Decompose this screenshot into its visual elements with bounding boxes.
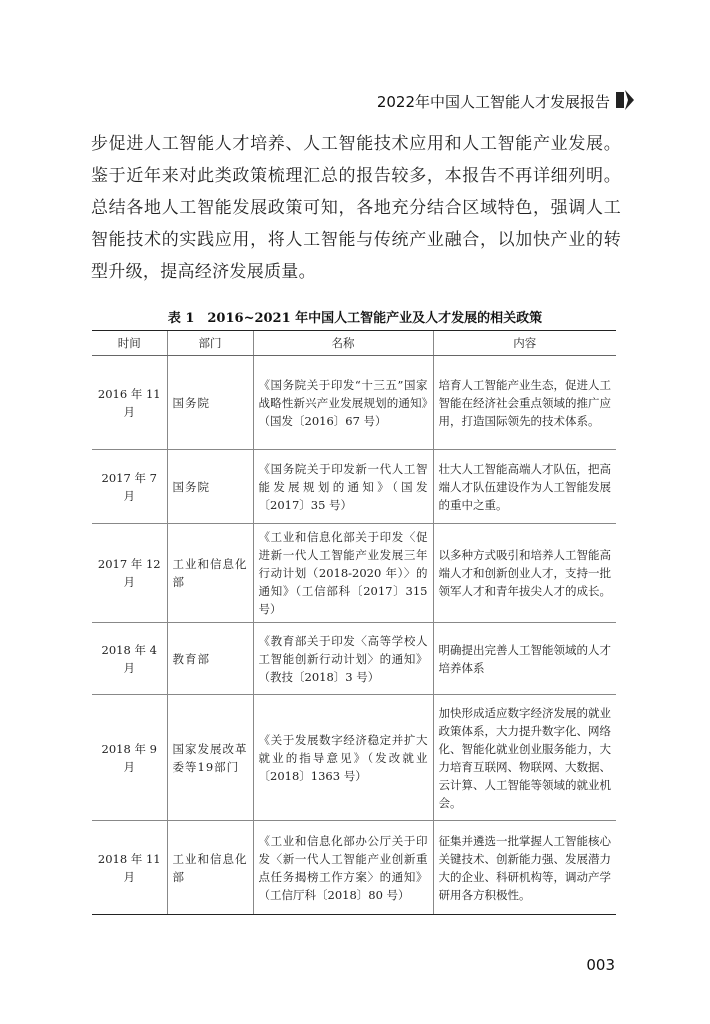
header-time: 时间 [92,331,167,356]
cell-dept: 教育部 [167,623,253,695]
bookmark-logo-icon [614,88,636,112]
cell-name: 《国务院关于印发“十三五”国家战略性新兴产业发展规划的通知》（国发〔2016〕67 号） [253,356,433,450]
header-content: 内容 [433,331,616,356]
table-row [92,821,616,915]
table-header-row [92,331,616,356]
cell-name: 《工业和信息化部关于印发〈促进新一代人工智能产业发展三年行动计划（2018-2020 年）〉的通知》（工信部科〔2017〕315 号） [253,524,433,623]
cell-content: 以多种方式吸引和培养人工智能高端人才和创新创业人才，支持一批领军人才和青年拔尖人才的成长。 [433,524,616,623]
page-number: 003 [586,956,615,974]
header-dept: 部门 [167,331,253,356]
cell-name: 《工业和信息化部办公厅关于印发〈新一代人工智能产业创新重点任务揭榜工作方案〉的通知》（工信厅科〔2018〕80 号） [253,821,433,915]
cell-name: 《国务院关于印发新一代人工智能发展规划的通知》（国发〔2017〕35 号） [253,450,433,524]
cell-time: 2018 年 4 月 [92,623,167,695]
cell-time: 2016 年 11 月 [92,356,167,450]
table-row [92,450,616,524]
table-row [92,356,616,450]
table-row [92,623,616,695]
cell-dept: 工业和信息化部 [167,524,253,623]
cell-time: 2018 年 11 月 [92,821,167,915]
cell-time: 2017 年 12 月 [92,524,167,623]
cell-dept: 国家发展改革委等19部门 [167,695,253,821]
table-caption: 表 1 2016~2021 年中国人工智能产业及人才发展的相关政策 [167,311,543,326]
running-header: 2022年中国人工智能人才发展报告 [376,93,610,111]
cell-dept: 工业和信息化部 [167,821,253,915]
table-row [92,524,616,623]
cell-time: 2017 年 7 月 [92,450,167,524]
cell-content: 明确提出完善人工智能领域的人才培养体系 [433,623,616,695]
cell-dept: 国务院 [167,450,253,524]
header-name: 名称 [253,331,433,356]
table-row [92,695,616,821]
cell-content: 培育人工智能产业生态，促进人工智能在经济社会重点领域的推广应用，打造国际领先的技术体系。 [433,356,616,450]
cell-name: 《教育部关于印发〈高等学校人工智能创新行动计划〉的通知》（教技〔2018〕3 号） [253,623,433,695]
cell-content: 征集并遴选一批掌握人工智能核心关键技术、创新能力强、发展潜力大的企业、科研机构等，调动产学研用各方积极性。 [433,821,616,915]
body-paragraph: 步促进人工智能人才培养、人工智能技术应用和人工智能产业发展。鉴于近年来对此类政策梳理汇总的报告较多，本报告不再详细列明。总结各地人工智能发展政策可知，各地充分结合区域特色，强调人工智能技术的实践应用，将人工智能与传统产业融合，以加快产业的转型升级，提高经济发展质量。 [91,134,621,282]
policy-table [92,330,616,915]
cell-name: 《关于发展数字经济稳定并扩大就业的指导意见》（发改就业〔2018〕1363 号） [253,695,433,821]
cell-time: 2018 年 9 月 [92,695,167,821]
cell-dept: 国务院 [167,356,253,450]
cell-content: 加快形成适应数字经济发展的就业政策体系，大力提升数字化、网络化、智能化就业创业服务能力，大力培育互联网、物联网、大数据、云计算、人工智能等领域的就业机会。 [433,695,616,821]
cell-content: 壮大人工智能高端人才队伍，把高端人才队伍建设作为人工智能发展的重中之重。 [433,450,616,524]
